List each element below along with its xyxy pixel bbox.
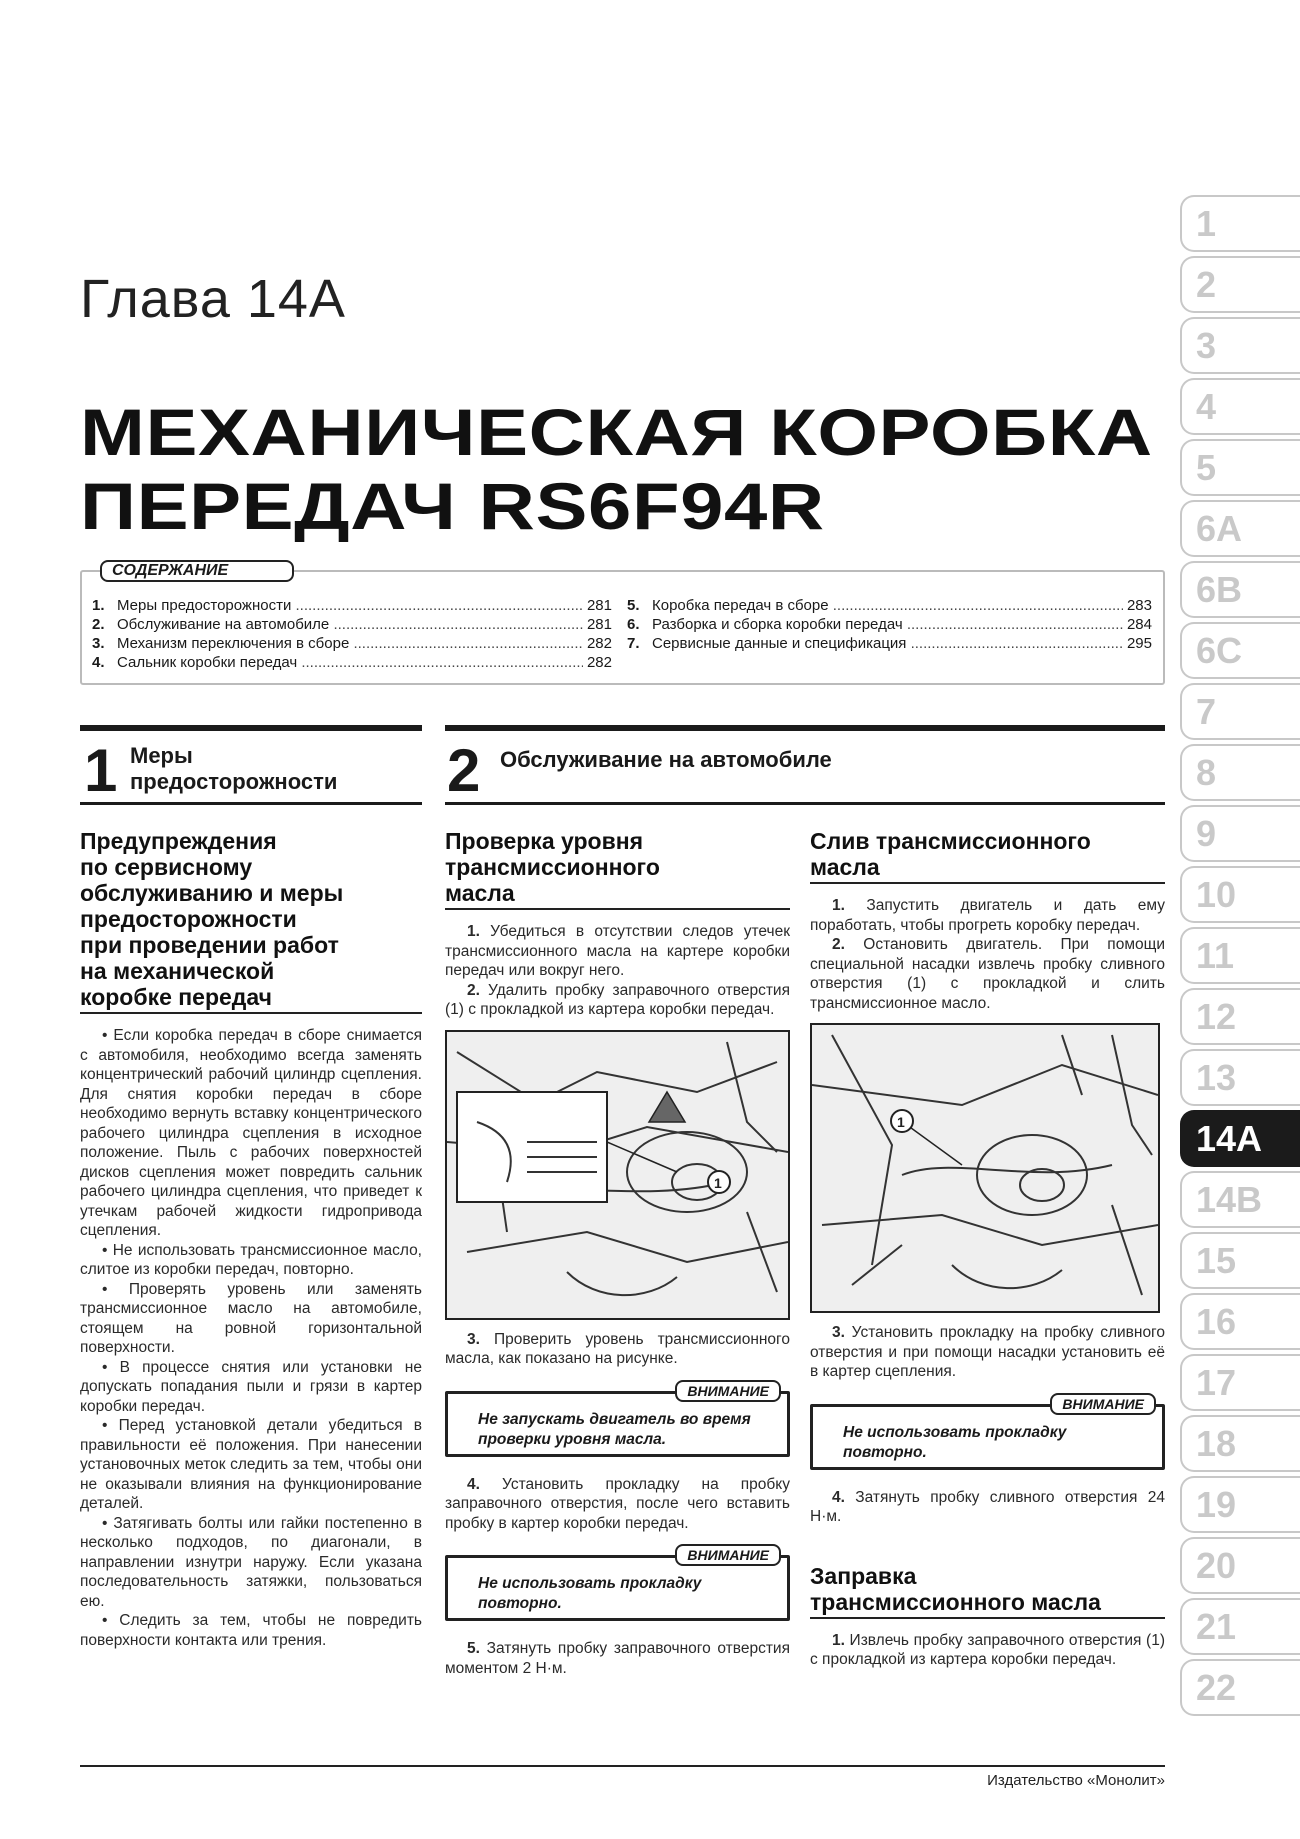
section-2-column-a — [445, 828, 790, 1678]
section-1-paragraphs — [80, 1026, 422, 1650]
warning-box-3 — [810, 1395, 1165, 1470]
toc-entry[interactable] — [627, 634, 1152, 653]
toc-title: СОДЕРЖАНИЕ — [100, 560, 294, 582]
heading-line: на механической — [80, 958, 275, 984]
step-number: 1. — [832, 897, 845, 914]
chapter-tab-4[interactable]: 4 — [1180, 378, 1300, 435]
oil-level-check-heading — [445, 828, 790, 906]
heading-line: трансмиссионного — [445, 854, 660, 880]
heading-line: коробке передач — [80, 984, 272, 1010]
toc-entry-number: 3. — [92, 635, 105, 652]
step-text: Проверить уровень трансмиссионного масла, как показано на рисунке. — [445, 1330, 790, 1367]
publisher: Издательство «Монолит» — [987, 1772, 1165, 1789]
toc-entry[interactable] — [92, 634, 612, 653]
toc-entry-number: 5. — [627, 597, 640, 614]
figure-fill-plug — [445, 1030, 790, 1320]
step-text: Остановить двигатель. При помощи специальной насадки извлечь пробку сливного отверстия (1) с прокладкой и слить трансмиссионное масло. — [810, 936, 1165, 1012]
chapter-tab-8[interactable]: 8 — [1180, 744, 1300, 801]
step-text: Установить прокладку на пробку сливного отверстия и при помощи насадки установить её в картер сцепления. — [810, 1324, 1165, 1380]
toc-entry-page: 283 — [1126, 597, 1152, 614]
step-text: Затянуть пробку заправочного отверстия моментом 2 Н·м. — [445, 1640, 790, 1677]
toc-entry-page: 281 — [586, 616, 612, 633]
step-number: 4. — [467, 1475, 480, 1493]
heading-line: Слив трансмиссионного — [810, 828, 1091, 854]
toc-entry-page: 281 — [586, 597, 612, 614]
paragraph: • Не использовать трансмиссионное масло, слитое из коробки передач, повторно. — [80, 1241, 422, 1278]
title-line-2: ПЕРЕДАЧ RS6F94R — [80, 469, 825, 543]
heading-line: при проведении работ — [80, 932, 339, 958]
chapter-tab-9[interactable]: 9 — [1180, 805, 1300, 862]
toc-right-column — [627, 596, 1152, 653]
chapter-tab-19[interactable]: 19 — [1180, 1476, 1300, 1533]
step-text: Удалить пробку заправочного отверстия (1) с прокладкой из картера коробки передач. — [445, 981, 790, 1018]
section-2-column-b — [810, 828, 1165, 1670]
figure-label-1: 1 — [714, 1174, 722, 1191]
section-1-subheading — [80, 828, 422, 1010]
heading-line: масла — [810, 854, 880, 880]
warning-text: Не запускать двигатель во время проверки уровня масла. — [478, 1410, 751, 1448]
section-1-number: 1 — [84, 737, 118, 804]
step-number: 2. — [832, 936, 845, 953]
oil-drain-steps-1 — [810, 896, 1165, 1013]
oil-level-steps-4 — [445, 1639, 790, 1678]
step-item — [445, 981, 790, 1020]
divider — [445, 908, 790, 910]
step-number: 4. — [832, 1488, 845, 1506]
step-text: Извлечь пробку заправочного отверстия (1) с прокладкой из картера коробки передач. — [810, 1631, 1165, 1668]
oil-drain-steps-2 — [810, 1323, 1165, 1382]
page-title — [80, 395, 1153, 543]
paragraph: • В процессе снятия или установки не допускать попадания пыли и грязи в картер коробки передач. — [80, 1358, 422, 1415]
step-text: Запустить двигатель и дать ему поработать, чтобы прогреть коробку передач. — [810, 897, 1165, 934]
oil-level-steps-3 — [445, 1475, 790, 1534]
section-2-title: Обслуживание на автомобиле — [500, 747, 832, 772]
divider — [810, 882, 1165, 884]
heading-line: Заправка — [810, 1562, 917, 1589]
toc-entry-title: Обслуживание на автомобиле ..... — [117, 615, 583, 634]
step-number: 1. — [467, 923, 480, 940]
divider — [80, 1012, 422, 1014]
chapter-tab-2[interactable]: 2 — [1180, 256, 1300, 313]
step-number: 5. — [467, 1640, 480, 1657]
chapter-tabs — [1180, 195, 1300, 1720]
chapter-tab-1[interactable]: 1 — [1180, 195, 1300, 252]
section-1-header — [80, 725, 422, 805]
heading-line: Предупреждения — [80, 828, 277, 854]
toc-entry-page: 295 — [1126, 635, 1152, 652]
step-number: 3. — [832, 1324, 845, 1341]
paragraph: • Следить за тем, чтобы не повредить поверхности контакта или трения. — [80, 1612, 422, 1649]
chapter-tab-15[interactable]: 15 — [1180, 1232, 1300, 1289]
toc-entry-number: 2. — [92, 616, 105, 633]
figure-label-1: 1 — [897, 1114, 905, 1130]
warning-box-1 — [445, 1382, 790, 1457]
toc-entry-page: 284 — [1126, 616, 1152, 633]
step-item — [810, 1323, 1165, 1382]
toc-entry-title: Сальник коробки передач ..... — [117, 653, 583, 672]
step-number: 3. — [467, 1330, 480, 1348]
warning-label: ВНИМАНИЕ — [1050, 1393, 1156, 1415]
chapter-tab-18[interactable]: 18 — [1180, 1415, 1300, 1472]
heading-line: масла — [445, 880, 515, 906]
toc-left-column — [92, 596, 612, 672]
warning-label: ВНИМАНИЕ — [675, 1380, 781, 1402]
step-text: Убедиться в отсутствии следов утечек трансмиссионного масла на картере коробки передач или вокруг него. — [445, 923, 790, 979]
step-item — [810, 896, 1165, 935]
toc-entry[interactable] — [92, 653, 612, 672]
oil-fill-steps — [810, 1631, 1165, 1670]
chapter-tab-13[interactable]: 13 — [1180, 1049, 1300, 1106]
chapter-tab-12[interactable]: 12 — [1180, 988, 1300, 1045]
warning-text: Не использовать прокладку повторно. — [478, 1575, 702, 1612]
divider — [810, 1617, 1165, 1619]
chapter-tab-3[interactable]: 3 — [1180, 317, 1300, 374]
toc-entry[interactable] — [627, 596, 1152, 615]
toc-entry-title: Сервисные данные и спецификация ..... — [652, 634, 1123, 653]
paragraph: • Затягивать болты или гайки постепенно в несколько подходов, по диагонали, в направлении изнутри наружу. Если указана последовательность затяжки, пользоваться ею. — [80, 1514, 422, 1610]
heading-line: Проверка уровня — [445, 828, 644, 854]
toc-entry-title: Разборка и сборка коробки передач ..... — [652, 615, 1123, 634]
toc-entry-title: Механизм переключения в сборе ..... — [117, 634, 583, 653]
toc-entry[interactable] — [92, 615, 612, 634]
toc-entry-number: 4. — [92, 654, 105, 671]
oil-fill-heading — [810, 1563, 1165, 1615]
section-2-number: 2 — [447, 737, 481, 804]
toc-entry[interactable] — [92, 596, 612, 615]
toc-entry-page: 282 — [586, 654, 612, 671]
oil-drain-heading — [810, 828, 1165, 880]
chapter-tab-6a[interactable]: 6A — [1180, 500, 1300, 557]
toc-entry-number: 7. — [627, 635, 640, 652]
title-line-1: МЕХАНИЧЕСКАЯ КОРОБКА — [80, 395, 1153, 469]
footer-divider — [80, 1765, 1165, 1767]
chapter-tab-7[interactable]: 7 — [1180, 683, 1300, 740]
chapter-tab-11[interactable]: 11 — [1180, 927, 1300, 984]
step-number: 1. — [832, 1631, 845, 1649]
step-item — [445, 1330, 790, 1369]
heading-line: трансмиссионного масла — [810, 1588, 1101, 1615]
step-item — [445, 922, 790, 981]
chapter-tab-22[interactable]: 22 — [1180, 1659, 1300, 1716]
warning-text: Не использовать прокладку повторно. — [843, 1423, 1067, 1461]
drain-plug-illustration — [812, 1025, 1158, 1311]
step-text: Затянуть пробку сливного отверстия 24 Н·м. — [810, 1488, 1165, 1525]
fill-plug-illustration — [447, 1032, 788, 1318]
toc-entry-title: Коробка передач в сборе ..... — [652, 596, 1123, 615]
oil-drain-steps-3 — [810, 1488, 1165, 1527]
section-2-header — [445, 725, 1165, 805]
chapter-tab-14b[interactable]: 14B — [1180, 1171, 1300, 1228]
chapter-tab-10[interactable]: 10 — [1180, 866, 1300, 923]
section-1-title: Меры предосторожности — [130, 743, 338, 794]
chapter-tab-21[interactable]: 21 — [1180, 1598, 1300, 1655]
chapter-tab-17[interactable]: 17 — [1180, 1354, 1300, 1411]
chapter-tab-6c[interactable]: 6C — [1180, 622, 1300, 679]
chapter-tab-14a[interactable]: 14A — [1180, 1110, 1300, 1167]
chapter-tab-6b[interactable]: 6B — [1180, 561, 1300, 618]
paragraph: • Перед установкой детали убедиться в правильности её положения. При нанесении установочных меток следить за тем, чтобы они не оказывали влияния на функционирование деталей. — [80, 1417, 422, 1512]
oil-level-steps-2 — [445, 1330, 790, 1369]
step-text: Установить прокладку на пробку заправочного отверстия, после чего вставить пробку в картер коробки передач. — [445, 1475, 790, 1532]
toc-entry[interactable] — [627, 615, 1152, 634]
step-item — [445, 1639, 790, 1678]
heading-line: обслуживанию и меры — [80, 880, 344, 906]
warning-label: ВНИМАНИЕ — [675, 1544, 781, 1566]
step-item — [810, 935, 1165, 1013]
step-item — [810, 1631, 1165, 1670]
step-number: 2. — [467, 981, 480, 999]
step-item — [810, 1488, 1165, 1527]
toc-entry-number: 1. — [92, 597, 105, 614]
figure-drain-plug — [810, 1023, 1160, 1313]
warning-box-2 — [445, 1547, 790, 1621]
toc-entry-page: 282 — [586, 635, 612, 652]
toc-entry-number: 6. — [627, 616, 640, 633]
chapter-tab-16[interactable]: 16 — [1180, 1293, 1300, 1350]
heading-line: по сервисному — [80, 854, 253, 880]
step-item — [445, 1475, 790, 1534]
toc-entry-title: Меры предосторожности ..... — [117, 596, 583, 615]
paragraph: • Если коробка передач в сборе снимается с автомобиля, необходимо всегда заменять концентрический рабочий цилиндр сцепления. Для снятия коробки передач в сборе необходимо вернуть вставку концентрического рабочего цилиндра сцепления в исходное положение. Пыль с рабочих поверхностей дисков сцепления может повредить сальник рабочего цилиндра сцепления, что приведет к утечкам рабочей жидкости гидропривода сцепления. — [80, 1027, 422, 1239]
oil-level-steps-1 — [445, 922, 790, 1020]
paragraph: • Проверять уровень или заменять трансмиссионное масло на автомобиле, стоящем на ровной горизонтальной поверхности. — [80, 1280, 422, 1356]
table-of-contents — [80, 570, 1165, 685]
chapter-tab-5[interactable]: 5 — [1180, 439, 1300, 496]
chapter-tab-20[interactable]: 20 — [1180, 1537, 1300, 1594]
section-1-body — [80, 828, 422, 1650]
heading-line: предосторожности — [80, 906, 297, 932]
chapter-label: Глава 14А — [80, 269, 346, 329]
